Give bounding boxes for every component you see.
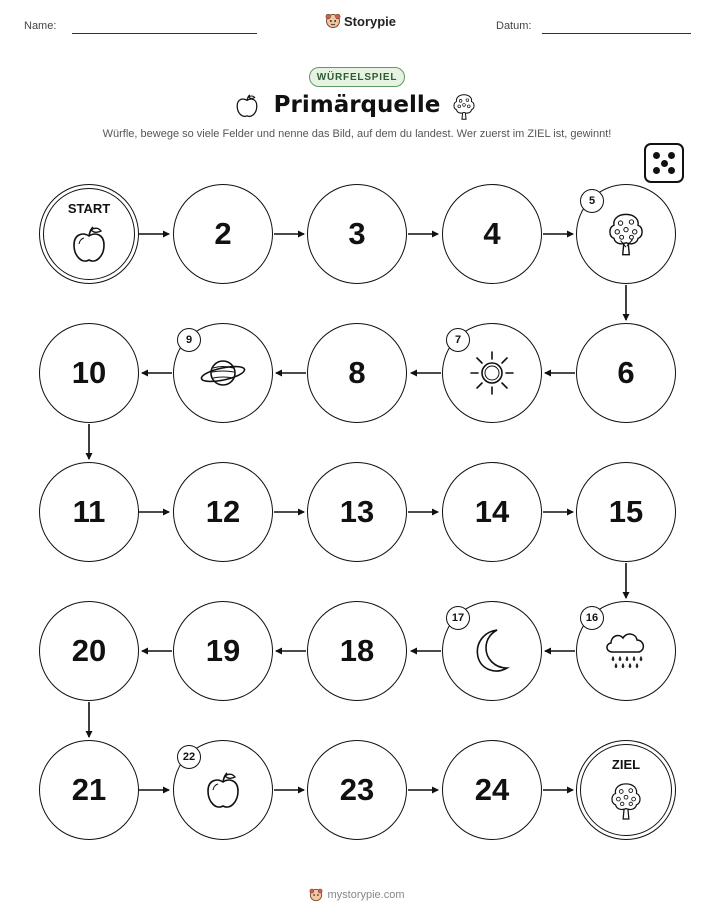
board-cell-23[interactable] xyxy=(307,740,407,840)
cell-number: 6 xyxy=(617,355,635,390)
board-goal[interactable] xyxy=(576,740,676,840)
board-cell-10[interactable] xyxy=(39,323,139,423)
board-cell-12[interactable] xyxy=(173,462,273,562)
tree-icon xyxy=(604,210,648,258)
cell-number: 15 xyxy=(608,494,644,529)
page-title: Primärquelle xyxy=(273,92,441,118)
cell-number: 11 xyxy=(72,494,106,529)
apple-icon xyxy=(69,222,109,266)
tree-icon xyxy=(607,780,645,822)
cell-number: 21 xyxy=(71,772,107,807)
board-cell-3[interactable] xyxy=(307,184,407,284)
board-cell-6[interactable] xyxy=(576,323,676,423)
moon-icon xyxy=(469,626,515,676)
cell-number-tag: 17 xyxy=(446,606,470,630)
board-cell-24[interactable] xyxy=(442,740,542,840)
brand-name: Storypie xyxy=(344,13,397,29)
board-cell-8[interactable] xyxy=(307,323,407,423)
cell-number: 3 xyxy=(348,216,366,251)
board-cell-21[interactable] xyxy=(39,740,139,840)
board-cell-9[interactable] xyxy=(173,323,273,423)
cell-number: 20 xyxy=(71,633,107,668)
name-label: Name: xyxy=(24,20,57,32)
cell-number-tag: 7 xyxy=(446,328,470,352)
cell-number: 14 xyxy=(474,494,510,529)
cell-number: 4 xyxy=(483,216,501,251)
board-cell-15[interactable] xyxy=(576,462,676,562)
board-cell-5[interactable] xyxy=(576,184,676,284)
rain-cloud-icon xyxy=(602,628,650,674)
goal-label: ZIEL xyxy=(611,757,641,772)
footer-url[interactable]: mystorypie.com xyxy=(327,889,405,901)
cell-number-tag: 9 xyxy=(177,328,201,352)
board-cell-2[interactable] xyxy=(173,184,273,284)
date-label: Datum: xyxy=(496,20,532,32)
cell-number: 10 xyxy=(71,355,107,390)
cell-number: 8 xyxy=(348,355,366,390)
game-type-badge: WÜRFELSPIEL xyxy=(309,67,405,87)
planet-icon xyxy=(198,353,248,393)
cell-number-tag: 5 xyxy=(580,189,604,213)
cell-number: 18 xyxy=(339,633,375,668)
cell-number-tag: 22 xyxy=(177,745,201,769)
instructions: Würfle, bewege so viele Felder und nenne das Bild, auf dem du landest. Wer zuerst im ZIEL ist, gewinnt! xyxy=(102,128,612,140)
start-label: START xyxy=(67,201,111,216)
cell-number: 13 xyxy=(339,494,375,529)
board-cell-14[interactable] xyxy=(442,462,542,562)
cell-number: 24 xyxy=(474,772,510,807)
board-start[interactable] xyxy=(39,184,139,284)
board-cell-19[interactable] xyxy=(173,601,273,701)
board-cell-11[interactable] xyxy=(39,462,139,562)
apple-icon xyxy=(203,768,243,812)
board-cell-4[interactable] xyxy=(442,184,542,284)
cell-number-tag: 16 xyxy=(580,606,604,630)
mascot-icon xyxy=(309,888,323,902)
board-cell-18[interactable] xyxy=(307,601,407,701)
board-cell-13[interactable] xyxy=(307,462,407,562)
cell-number: 23 xyxy=(339,772,375,807)
board-cell-17[interactable] xyxy=(442,601,542,701)
sun-icon xyxy=(467,348,517,398)
footer xyxy=(0,888,714,902)
cell-number: 12 xyxy=(205,494,241,529)
board-cell-16[interactable] xyxy=(576,601,676,701)
board-cell-22[interactable] xyxy=(173,740,273,840)
cell-number: 2 xyxy=(214,216,232,251)
board-cell-7[interactable] xyxy=(442,323,542,423)
cell-number: 19 xyxy=(205,633,241,668)
board-cell-20[interactable] xyxy=(39,601,139,701)
